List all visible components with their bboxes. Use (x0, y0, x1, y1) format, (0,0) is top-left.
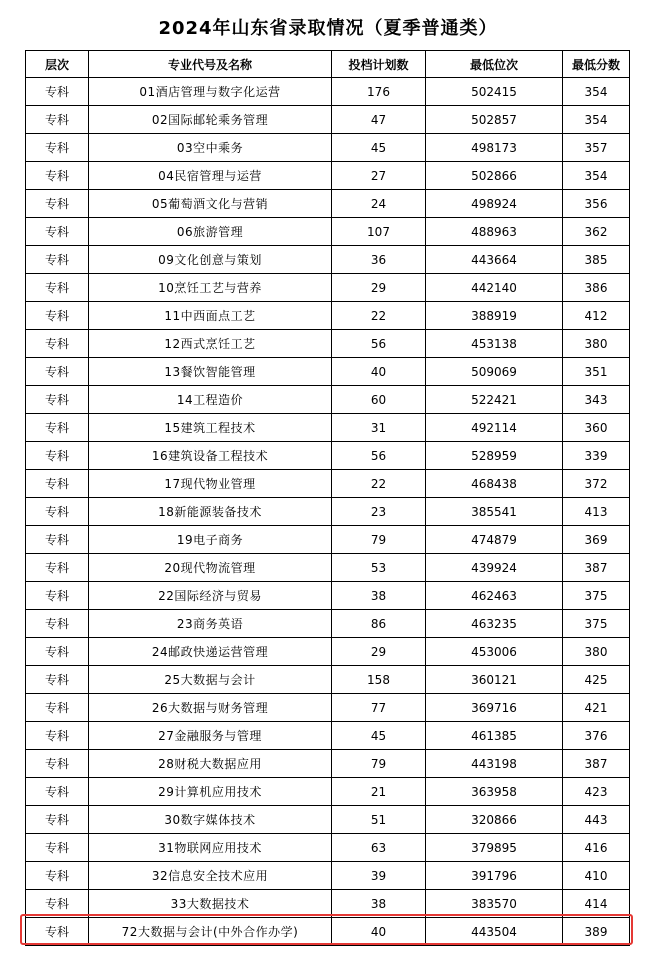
cell-major: 15建筑工程技术 (89, 414, 332, 442)
table-row (26, 358, 630, 386)
cell-min-rank: 453006 (426, 638, 563, 666)
cell-level: 专科 (26, 358, 89, 386)
cell-major: 29计算机应用技术 (89, 778, 332, 806)
cell-min-rank: 502866 (426, 162, 563, 190)
cell-min-rank: 379895 (426, 834, 563, 862)
cell-level: 专科 (26, 862, 89, 890)
cell-major: 05葡萄酒文化与营销 (89, 190, 332, 218)
cell-level: 专科 (26, 610, 89, 638)
cell-min-rank: 443198 (426, 750, 563, 778)
cell-plan-count: 22 (332, 470, 426, 498)
cell-level: 专科 (26, 834, 89, 862)
cell-plan-count: 38 (332, 890, 426, 918)
cell-level: 专科 (26, 554, 89, 582)
table-row (26, 246, 630, 274)
cell-min-score: 380 (563, 638, 630, 666)
cell-plan-count: 158 (332, 666, 426, 694)
cell-min-score: 351 (563, 358, 630, 386)
cell-level: 专科 (26, 526, 89, 554)
cell-min-rank: 498173 (426, 134, 563, 162)
cell-min-score: 372 (563, 470, 630, 498)
table-row (26, 330, 630, 358)
cell-level: 专科 (26, 442, 89, 470)
cell-major: 02国际邮轮乘务管理 (89, 106, 332, 134)
table-row (26, 442, 630, 470)
cell-min-score: 369 (563, 526, 630, 554)
cell-level: 专科 (26, 694, 89, 722)
cell-min-score: 354 (563, 78, 630, 106)
table-row (26, 862, 630, 890)
admission-table (25, 50, 630, 946)
table-row (26, 638, 630, 666)
cell-level: 专科 (26, 470, 89, 498)
cell-plan-count: 63 (332, 834, 426, 862)
cell-major: 23商务英语 (89, 610, 332, 638)
cell-major: 18新能源装备技术 (89, 498, 332, 526)
cell-min-score: 443 (563, 806, 630, 834)
cell-min-score: 423 (563, 778, 630, 806)
table-row (26, 890, 630, 918)
cell-plan-count: 107 (332, 218, 426, 246)
cell-min-rank: 388919 (426, 302, 563, 330)
table-row (26, 386, 630, 414)
cell-min-rank: 443504 (426, 918, 563, 946)
cell-min-rank: 320866 (426, 806, 563, 834)
cell-min-rank: 492114 (426, 414, 563, 442)
cell-level: 专科 (26, 414, 89, 442)
cell-plan-count: 29 (332, 638, 426, 666)
cell-min-rank: 363958 (426, 778, 563, 806)
cell-min-rank: 502857 (426, 106, 563, 134)
cell-major: 12西式烹饪工艺 (89, 330, 332, 358)
cell-min-score: 356 (563, 190, 630, 218)
table-row (26, 722, 630, 750)
header-min-score: 最低分数 (563, 51, 630, 78)
cell-major: 72大数据与会计(中外合作办学) (89, 918, 332, 946)
cell-major: 16建筑设备工程技术 (89, 442, 332, 470)
table-row (26, 778, 630, 806)
cell-major: 33大数据技术 (89, 890, 332, 918)
table-row (26, 106, 630, 134)
cell-major: 14工程造价 (89, 386, 332, 414)
cell-major: 25大数据与会计 (89, 666, 332, 694)
cell-min-rank: 462463 (426, 582, 563, 610)
cell-level: 专科 (26, 750, 89, 778)
cell-plan-count: 36 (332, 246, 426, 274)
cell-plan-count: 22 (332, 302, 426, 330)
table-row (26, 694, 630, 722)
cell-level: 专科 (26, 666, 89, 694)
cell-min-rank: 443664 (426, 246, 563, 274)
cell-min-score: 386 (563, 274, 630, 302)
table-row (26, 750, 630, 778)
cell-min-rank: 453138 (426, 330, 563, 358)
header-plan-count: 投档计划数 (332, 51, 426, 78)
cell-min-score: 375 (563, 610, 630, 638)
cell-major: 11中西面点工艺 (89, 302, 332, 330)
cell-min-rank: 488963 (426, 218, 563, 246)
cell-min-rank: 439924 (426, 554, 563, 582)
cell-min-rank: 528959 (426, 442, 563, 470)
cell-min-rank: 509069 (426, 358, 563, 386)
cell-major: 10烹饪工艺与营养 (89, 274, 332, 302)
table-row (26, 666, 630, 694)
cell-min-score: 421 (563, 694, 630, 722)
cell-level: 专科 (26, 890, 89, 918)
table-row (26, 554, 630, 582)
cell-min-score: 410 (563, 862, 630, 890)
header-min-rank: 最低位次 (426, 51, 563, 78)
cell-major: 17现代物业管理 (89, 470, 332, 498)
cell-level: 专科 (26, 386, 89, 414)
cell-level: 专科 (26, 190, 89, 218)
table-row (26, 302, 630, 330)
table-row (26, 498, 630, 526)
cell-min-rank: 442140 (426, 274, 563, 302)
cell-min-rank: 383570 (426, 890, 563, 918)
cell-min-score: 387 (563, 750, 630, 778)
cell-plan-count: 27 (332, 162, 426, 190)
cell-major: 13餐饮智能管理 (89, 358, 332, 386)
cell-min-rank: 498924 (426, 190, 563, 218)
table-row (26, 190, 630, 218)
cell-level: 专科 (26, 638, 89, 666)
cell-min-score: 357 (563, 134, 630, 162)
cell-plan-count: 31 (332, 414, 426, 442)
cell-min-score: 425 (563, 666, 630, 694)
header-level: 层次 (26, 51, 89, 78)
table-row (26, 218, 630, 246)
page-title: 2024年山东省录取情况（夏季普通类） (158, 18, 498, 39)
cell-major: 01酒店管理与数字化运营 (89, 78, 332, 106)
table-row (26, 414, 630, 442)
table-row (26, 162, 630, 190)
cell-level: 专科 (26, 274, 89, 302)
table-row (26, 610, 630, 638)
cell-major: 04民宿管理与运营 (89, 162, 332, 190)
cell-level: 专科 (26, 722, 89, 750)
cell-major: 09文化创意与策划 (89, 246, 332, 274)
cell-min-rank: 522421 (426, 386, 563, 414)
cell-plan-count: 77 (332, 694, 426, 722)
cell-min-score: 360 (563, 414, 630, 442)
cell-level: 专科 (26, 302, 89, 330)
cell-min-rank: 502415 (426, 78, 563, 106)
table-row (26, 78, 630, 106)
cell-plan-count: 39 (332, 862, 426, 890)
cell-major: 20现代物流管理 (89, 554, 332, 582)
cell-major: 31物联网应用技术 (89, 834, 332, 862)
cell-level: 专科 (26, 246, 89, 274)
cell-major: 30数字媒体技术 (89, 806, 332, 834)
cell-major: 27金融服务与管理 (89, 722, 332, 750)
cell-level: 专科 (26, 806, 89, 834)
cell-min-score: 387 (563, 554, 630, 582)
table-row (26, 918, 630, 946)
cell-plan-count: 53 (332, 554, 426, 582)
cell-plan-count: 60 (332, 386, 426, 414)
cell-min-rank: 391796 (426, 862, 563, 890)
cell-min-rank: 461385 (426, 722, 563, 750)
header-major: 专业代号及名称 (89, 51, 332, 78)
cell-min-score: 413 (563, 498, 630, 526)
cell-min-score: 339 (563, 442, 630, 470)
table-header-row (26, 51, 630, 78)
cell-min-rank: 474879 (426, 526, 563, 554)
cell-min-rank: 468438 (426, 470, 563, 498)
cell-min-rank: 463235 (426, 610, 563, 638)
cell-plan-count: 24 (332, 190, 426, 218)
cell-major: 19电子商务 (89, 526, 332, 554)
cell-min-score: 380 (563, 330, 630, 358)
cell-min-score: 343 (563, 386, 630, 414)
cell-plan-count: 38 (332, 582, 426, 610)
cell-plan-count: 79 (332, 526, 426, 554)
table-body (26, 78, 630, 946)
cell-level: 专科 (26, 330, 89, 358)
table-row (26, 526, 630, 554)
cell-plan-count: 23 (332, 498, 426, 526)
cell-level: 专科 (26, 134, 89, 162)
cell-major: 32信息安全技术应用 (89, 862, 332, 890)
cell-level: 专科 (26, 78, 89, 106)
cell-min-score: 362 (563, 218, 630, 246)
cell-level: 专科 (26, 498, 89, 526)
cell-plan-count: 45 (332, 722, 426, 750)
cell-plan-count: 176 (332, 78, 426, 106)
cell-min-score: 376 (563, 722, 630, 750)
cell-plan-count: 47 (332, 106, 426, 134)
cell-major: 26大数据与财务管理 (89, 694, 332, 722)
cell-min-score: 385 (563, 246, 630, 274)
cell-min-score: 354 (563, 106, 630, 134)
cell-plan-count: 45 (332, 134, 426, 162)
cell-plan-count: 79 (332, 750, 426, 778)
table-row (26, 134, 630, 162)
table-row (26, 582, 630, 610)
cell-min-score: 416 (563, 834, 630, 862)
cell-level: 专科 (26, 778, 89, 806)
table-row (26, 470, 630, 498)
table-row (26, 274, 630, 302)
cell-plan-count: 56 (332, 442, 426, 470)
cell-level: 专科 (26, 162, 89, 190)
cell-min-rank: 360121 (426, 666, 563, 694)
cell-level: 专科 (26, 106, 89, 134)
cell-min-score: 354 (563, 162, 630, 190)
cell-min-rank: 385541 (426, 498, 563, 526)
cell-major: 28财税大数据应用 (89, 750, 332, 778)
cell-min-score: 414 (563, 890, 630, 918)
cell-plan-count: 56 (332, 330, 426, 358)
cell-plan-count: 21 (332, 778, 426, 806)
cell-level: 专科 (26, 582, 89, 610)
cell-plan-count: 51 (332, 806, 426, 834)
cell-min-score: 389 (563, 918, 630, 946)
cell-level: 专科 (26, 918, 89, 946)
cell-major: 24邮政快递运营管理 (89, 638, 332, 666)
cell-major: 06旅游管理 (89, 218, 332, 246)
cell-level: 专科 (26, 218, 89, 246)
table-row (26, 806, 630, 834)
cell-plan-count: 29 (332, 274, 426, 302)
cell-plan-count: 40 (332, 918, 426, 946)
table-row (26, 834, 630, 862)
cell-plan-count: 86 (332, 610, 426, 638)
cell-plan-count: 40 (332, 358, 426, 386)
cell-major: 03空中乘务 (89, 134, 332, 162)
cell-major: 22国际经济与贸易 (89, 582, 332, 610)
cell-min-score: 375 (563, 582, 630, 610)
cell-min-score: 412 (563, 302, 630, 330)
cell-min-rank: 369716 (426, 694, 563, 722)
